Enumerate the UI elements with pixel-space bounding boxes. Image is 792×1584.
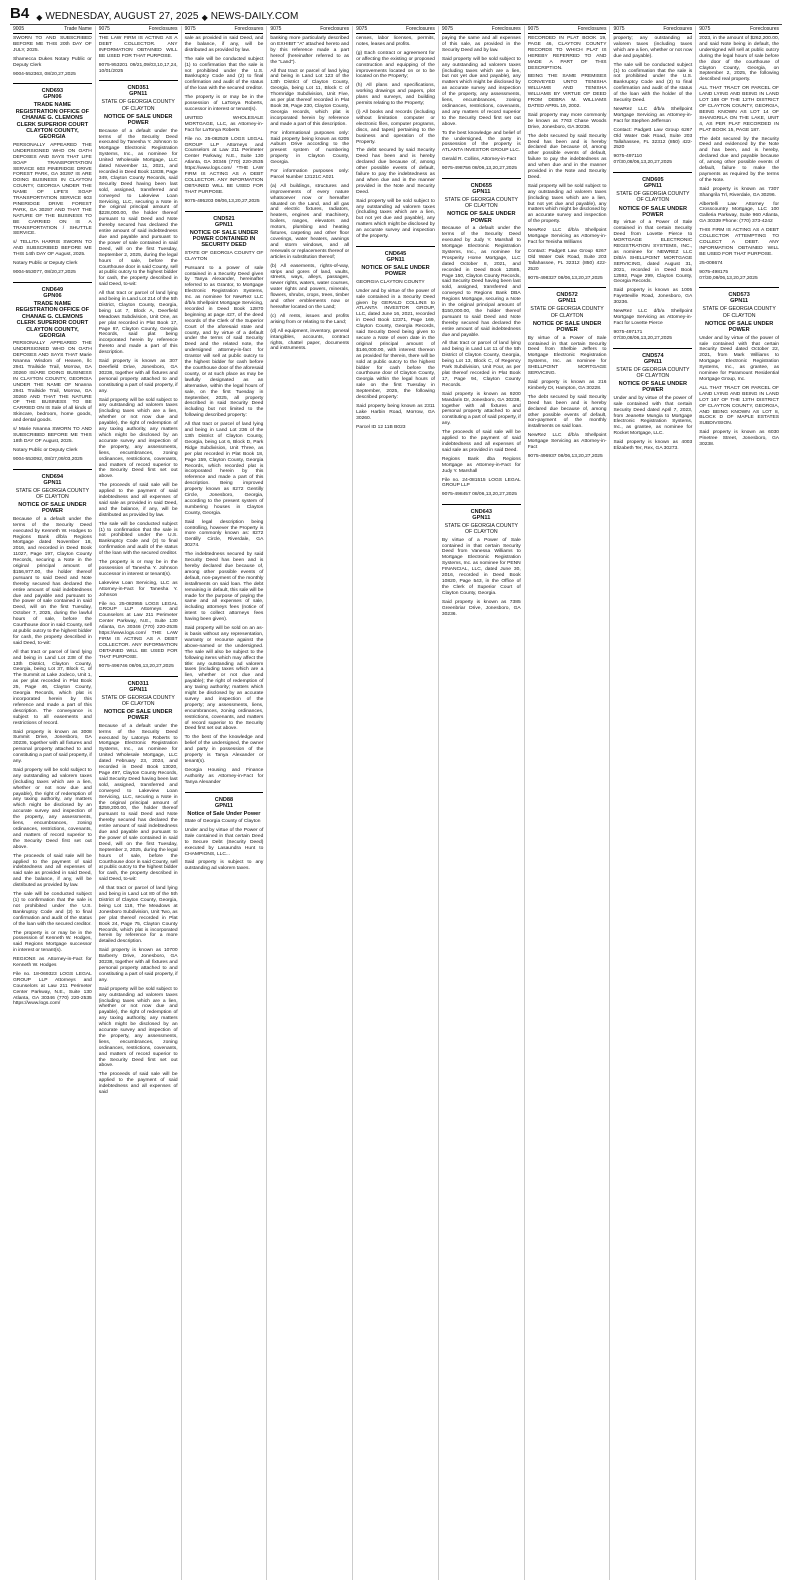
site-name: NEWS-DAILY.COM	[210, 11, 299, 22]
notice-paragraph: Gerald R. Collins, Attorney-in-Fact	[441, 157, 517, 163]
notice-paragraph: banking more particularly described on EXHIBIT "A" attached hereto and by this reference made a part hereof (hereinafter referred to as the "Land").	[270, 36, 350, 65]
legal-notice	[185, 797, 264, 873]
notice-jurisdiction: STATE OF GEORGIA COUNTY OF CLAYTON	[444, 197, 518, 210]
classification-code: 9075	[613, 26, 625, 32]
notice-title: NOTICE OF SALE UNDER POWER	[361, 265, 430, 278]
notice-paragraph: NewRez LLC d/b/a Shellpoint Mortgage Servicing as Attorney-in-Fact for Lovette Pierce	[613, 309, 693, 326]
notice-paragraph: Notary Public or Deputy Clerk	[13, 261, 78, 267]
legal-notice	[613, 353, 692, 452]
classification-code: 9075	[699, 26, 711, 32]
notice-paragraph: (g) Each contract or agreement for or affecting the existing or proposed construction and equipping of the improvements located on or to be located on the Property;	[356, 50, 435, 80]
notice-paragraph: Said property is subject to any outstanding ad valorem taxes.	[184, 860, 264, 872]
notice-paragraph: Pursuant to a power of sale contained in a Security Deed given by Tanya Alexander, hereinafter referred to as Grantor, to Mortgage Electronic Registration Systems, Inc. as nominee for NewRez LLC d/b/a Shellpoint Mortgage Servicing, recorded in Deed Book 12870 beginning at page 427, of the deed records of the Clerk of the Superior Court of the aforesaid state and county, and by virtue of a default under the terms of said Security Deed and the related note, the undersigned attorney-in-fact for Grantor will sell at public outcry to the highest bidder for cash before the courthouse door of the aforesaid county, or at such place as may be lawfully designated as an alternative, within the legal hours of sale, on the first Tuesday in September, 2025, all property described in said Security Deed including but not limited to the following described property:	[184, 265, 264, 419]
notice-paragraph: File no. 24-081515 LOGS LEGAL GROUP LLP	[441, 477, 521, 489]
notice-paragraph: Said property is known as 9200 Mandarin Dr, Jonesboro, GA 30238, together with all fixtures and personal property attached to and constituting a part of said property, if any.	[441, 391, 521, 427]
legal-notice	[528, 292, 607, 459]
notice-paragraph: Georgia Housing and Finance Authority as Attorney-in-Fact for Tanya Alexander	[184, 767, 264, 785]
notice-divider	[356, 246, 435, 247]
notice-paragraph: All that tract or parcel of land lying and being in Land Lot 236 of the 13th District of Clayton County, Georgia, being Lot 6, Block D, Park Ridge Subdivision, Unit Three, as per plat recorded in Plat Book 18, Page 159, Clayton County, Georgia Records, which recorded plat is incorporated herein by this reference and made a part of this description. Being improved property known as 8272 Gentilly Circle, Jonesboro, Georgia, according to the present system of numbering houses in Clayton County, Georgia.	[184, 422, 264, 516]
notice-paragraph: 9004-552363, 08/20,27,2025	[13, 71, 76, 77]
legal-notice	[99, 681, 178, 1097]
notice-jurisdiction: STATE OF GEORGIA COUNTY OF CLAYTON	[530, 306, 604, 319]
notice-paragraph: File no. 25-082529 LOGS LEGAL GROUP LLP Attorneys and Counselors at Law 211 Perimeter Center Parkway, N.E., Suite 130 Atlanta, GA 30346 (770) 220-2535 https://www.logs.com/ *THE LAW FIRM IS ACTING AS A DEBT COLLECTOR. ANY INFORMATION OBTAINED WILL BE USED FOR THAT PURPOSE.	[184, 136, 264, 195]
notice-paragraph: Said property will be sold subject to any outstanding ad valorem taxes (including taxes which are a lien, but not yet due and payable), any matters which might be disclosed by an accurate survey and inspection of the property, any assessments, liens, encumbrances, zoning ordinances, restrictions, covenants, and any matters of record superior to the Security Deed first set out above.	[441, 56, 521, 127]
column-header	[13, 26, 92, 34]
notice-divider	[613, 348, 692, 349]
notice-paragraph: (c) All rents, issues and profits arising from or relating to the Land;	[270, 313, 350, 325]
column-header	[270, 26, 349, 34]
notice-paragraph: Said property is known as 3008 Summit Drive, Jonesboro, GA 30236, together with all fixtures and personal property attached to and constituting a part of said property, if any.	[13, 729, 92, 765]
notice-paragraph: REGIONS as Attorney-in-Fact for Kenneth W. Hodges	[13, 957, 92, 969]
notice-paragraph: Said legal description being controlling, however the Property is more commonly known as: 8272 Gentilly Circle, Riverdale, GA 30274.	[184, 519, 264, 549]
notice-subcode: GPN11	[214, 221, 233, 228]
notice-paragraph: 9075-495203 08/06,13,20,27,2025	[184, 198, 260, 204]
notice-code: CND655	[470, 183, 493, 190]
notice-jurisdiction: STATE OF GEORGIA COUNTY OF CLAYTON	[101, 694, 175, 707]
notice-code: CND573	[728, 292, 750, 299]
legal-notice	[13, 36, 92, 77]
notice-title: NOTICE OF SALE UNDER POWER CONTAINED IN SECURITY DEED	[189, 229, 259, 249]
notice-paragraph: To the best of the knowledge and belief of the undersigned, the owner and party in possession of the property is Tanya Alexander or tenant(s).	[184, 735, 264, 764]
column-header	[528, 26, 607, 34]
classification-name: Foreclosures	[750, 26, 780, 32]
legal-notice	[528, 36, 607, 281]
notice-paragraph: Said property is known as 7307 Shangrila Trl, Riverdale, GA 30296.	[699, 186, 780, 198]
notice-code: CND521	[213, 215, 235, 222]
classification-code: 9075	[527, 26, 539, 32]
notice-paragraph: All that tract or parcel of land lying and being in Land Lot 123 of the 13th District of Clayton County, Georgia, being Lot 11, Block C of Thornridge Subdivision, Unit Five, as per plat thereof recorded in Plat Book 38, Page 230, Clayton County, Georgia records, which plat is incorporated herein by reference and made a part of this description.	[270, 68, 350, 127]
legal-notice	[613, 36, 692, 166]
classification-code: 9005	[13, 26, 25, 32]
notice-subcode: GPN11	[386, 257, 405, 263]
notice-subcode: GPN11	[472, 515, 491, 522]
notice-paragraph: Parcel ID 12 11B B023	[356, 424, 406, 430]
notice-paragraph: 9004-553092, 08/27,09/03,2025	[13, 456, 83, 462]
column-header	[699, 26, 779, 34]
classification-code: 9075	[356, 26, 368, 32]
classification-code: 9075	[441, 26, 454, 32]
notice-title: NOTICE OF SALE UNDER POWER	[532, 320, 602, 334]
notice-paragraph: 9075-498175 07/30,08/06,13,20,27,2025	[699, 269, 758, 281]
notice-divider	[185, 211, 264, 212]
column-header	[356, 26, 435, 34]
notice-paragraph: SWORN TO AND SUBSCRIBED BEFORE ME THIS 20th DAY OF JULY, 2025.	[13, 36, 92, 53]
notice-jurisdiction: STATE OF GEORGIA COUNTY OF CLAYTON	[444, 523, 518, 536]
column	[96, 26, 182, 1580]
notice-paragraph: By virtue of a Power of Sale contained in that certain Security Deed from Shelbie Jeffers to Mortgage Electronic Registration Systems, Inc. as nominee for SHELLPOINT MORTGAGE SERVICING.	[527, 335, 607, 377]
notice-paragraph: Said property may more commonly be known as 7763 Chase Woods Drive, Jonesboro, GA 30236.	[527, 112, 607, 130]
notice-paragraph: The proceeds of said sale will be applied to the payment of said indebtedness and all expenses of said sale as provided in said Deed, and the balance, if any, will be distributed as provided by law.	[13, 853, 92, 889]
column	[610, 26, 696, 1580]
notice-paragraph: 9075-953201 09/21,09/03,10,17,24, 10/01/2025	[98, 62, 178, 74]
notice-paragraph: To the best knowledge and belief of the undersigned, the party in possession of the property is ATLANTA INVESTOR GROUP LLC.	[441, 130, 521, 154]
classification-code: 9075	[270, 26, 282, 32]
notice-subcode: GPN11	[730, 298, 749, 305]
notice-paragraph: Said property is known as 216 Kimberly Dr, Hampton, GA 30228.	[527, 380, 607, 391]
notice-paragraph: s/ Marie Nnanna SWORN TO AND SUBSCRIBED BEFORE ME THIS 18th DAY OF August, 2025.	[13, 427, 92, 444]
notice-paragraph: The sale will be conducted subject (1) to confirmation that the sale is not prohibited under the U.S. Bankruptcy Code and (2) to final confirmation and audit of the status of the loan with the secured creditor.	[184, 56, 264, 92]
notice-paragraph: Lakeview Loan Servicing, LLC as Attorney-in-Fact for Tanesha Y. Johnson	[98, 580, 178, 598]
notice-paragraph: State of Georgia County of Clayton	[184, 819, 261, 825]
notice-paragraph: Under and by virtue of the power of sale contained in a Security Deed given by GERALD COLLINS to ATLANTA INVESTOR GROUP, LLC, dated June 16, 2021, recorded in Deed Book 12371, Page 169, Clayton County, Georgia Records, said Security Deed being given to secure a Note of even date in the original principal amount of $146,000.00, with interest thereon as provided for therein, there will be sold at public outcry to the highest bidder for cash before the courthouse door of Clayton County, Georgia within the legal hours of sale on the first Tuesday in September, 2025, the following described property:	[356, 288, 435, 401]
notice-paragraph: The sale will be conducted subject (1) to confirmation that the sale is not prohibited under the U.S. Bankruptcy Code and (2) to final confirmation and audit of the status of the loan with the secured creditor.	[98, 521, 178, 557]
notice-paragraph: For informational purposes only: Said property being known as 6205 Auburn Drive according to the present system of numbering property in Clayton County, Georgia.	[270, 130, 350, 166]
notice-paragraph: THIS FIRM IS ACTING AS A DEBT COLLECTOR ATTEMPTING TO COLLECT A DEBT. ANY INFORMATION OBTAINED WILL BE USED FOR THAT PURPOSE.	[699, 228, 780, 257]
notice-divider	[442, 504, 521, 505]
notice-title: TRADE NAME REGISTRATION OFFICE OF CHANAE G. CLEMONS CLERK SUPERIOR COURT CLAYTON COUNTY, GEORGIA	[15, 300, 90, 339]
page-header	[10, 0, 782, 25]
diamond-icon: ◆	[201, 13, 208, 22]
legal-notice	[13, 287, 92, 463]
notice-paragraph: Said property is known as 7385 Greenbriar Drive, Jonesboro, GA 30236.	[441, 599, 521, 617]
notice-paragraph: PERSONALLY APPEARED THE UNDERSIGNED WHO ON OATH DEPOSES AND SAYS THAT Marie Nnanna Wisdom of Heaven, llc 2941 Trailside Trail, Morrow, GA 30260 IS/ARE DOING BUSINESS IN CLAYTON COUNTY, GEORGIA UNDER THE NAME OF Nnanna 2941 Trailside Trail, Morrow, GA 30260 AND THAT THE NATURE OF THE BUSINESS TO BE CARRIED ON IS Sale of all kinds of Skincare, bedroom, home goods, and dental goods.	[13, 341, 92, 424]
page-number: B4	[10, 5, 30, 22]
notice-paragraph: Said property is known as 4003 Elizabeth Ter, Rex, GA 30273.	[613, 440, 693, 452]
notice-paragraph: Shamecca Dukes Notary Public or Deputy Clerk	[13, 56, 92, 68]
classification-code: 9075	[184, 26, 196, 32]
notice-paragraph: Said property will be sold subject to any outstanding ad valorem taxes (including taxes which are a lien, but not yet due and payable), any matters which might be disclosed by an accurate survey and inspection of the property.	[527, 183, 607, 225]
notice-paragraph: By virtue of a Power of Sale contained in that certain Security Deed from Vanessa Williams to Mortgage Electronic Registration Systems, Inc. as nominee for PENN FINANCIAL, LLC, dated June 30, 2016, recorded in Deed Book 10820, Page 543, in the Office of the Clerk of Superior Court of Clayton County, Georgia.	[441, 537, 521, 596]
notice-paragraph: Said property will be sold subject to any outstanding ad valorem taxes (including taxes which are a lien, whether or not now due and payable), the right of redemption of any taxing authority, any matters which might be disclosed by an accurate survey and inspection of the property, any assessments, liens, encumbrances, zoning ordinances, restrictions, covenants, and matters of record superior to the Security Deed first set out above.	[13, 767, 92, 850]
notice-divider	[185, 792, 264, 793]
notice-paragraph: censes, labor licenses, permits, notes, leases and profits.	[356, 36, 435, 47]
notice-paragraph: The proceeds of said sale will be applied to the payment of said indebtedness and all expenses of said sale as provided in said Deed.	[441, 430, 521, 453]
notice-title: NOTICE OF SALE UNDER POWER	[447, 211, 516, 224]
notice-code: CND645	[384, 251, 407, 257]
legal-notice	[185, 36, 264, 205]
legal-notice	[13, 474, 92, 1008]
notice-paragraph: Because of a default under the terms of the Security Deed executed by Judy Y. Marshall to Mortgage Electronic Registration Systems, Inc., as nominee for Prosperity Home Mortgage, LLC dated October 8, 2021, and recorded in Deed Book 12585, Page 150, Clayton County Records, said Security Deed having been last sold, assigned, transferred and conveyed to Regions Bank DBA Regions Mortgage, securing a Note in the original principal amount of $150,000.00, the holder thereof pursuant to said Deed and Note thereby secured has declared the entire amount of said indebtedness due and payable.	[441, 226, 521, 338]
notice-subcode: GPN11	[129, 91, 148, 98]
notice-title: TRADE NAME REGISTRATION OFFICE OF CHANAE G. CLEMONS CLERK SUPERIOR COURT CLAYTON COUNTY, GEORGIA	[15, 102, 90, 141]
notice-paragraph: Albertelli Law Attorney for Crosscountry Mortgage, LLC 100 Galleria Parkway, Suite 960 Atlanta, GA 30339 Phone: (770) 373-4242	[699, 201, 780, 225]
column	[10, 26, 96, 1580]
column-header	[442, 26, 521, 34]
notice-paragraph: The property is or may be in the possession of Kenneth W. Hodges, said Regions Mortgage successor in interest or tenant(s).	[13, 930, 92, 954]
notice-subcode: GPN11	[129, 686, 148, 693]
notice-paragraph: The sale will be conducted subject (1) to confirmation that the sale is not prohibited under the U.S. Bankruptcy Code and (2) to final confirmation and audit of the status of the loan with the secured creditor.	[13, 892, 92, 927]
notice-paragraph: By virtue of a Power of Sale contained in that certain Security Deed from Lovette Pierce to MORTGAGE ELECTRONIC REGISTRATION SYSTEMS, INC., as nominee for NEWREZ LLC D/B/A SHELLPOINT MORTGAGE SERVICING, dated August 31, 2021, recorded in Deed Book 12592, Page 299, Clayton County, Georgia Records.	[613, 220, 693, 285]
legal-notice	[613, 177, 692, 341]
notice-paragraph: Said property is known as 307 Deerfield Drive, Jonesboro, GA 30236, together with all fixtures and personal property attached to and constituting a part of said property, if any.	[98, 359, 178, 394]
notice-code: CND88	[214, 796, 234, 803]
classification-name: Trade Name	[64, 26, 92, 32]
classification-name: Foreclosures	[148, 26, 178, 32]
notice-paragraph: GEORGIA CLAYTON COUNTY	[356, 279, 425, 285]
notice-paragraph: paying the same and all expenses of this sale, as provided in the Security Deed and by law.	[441, 36, 521, 53]
notice-paragraph: Under and by virtue of the power of sale contained with that certain Security Deed dated October 22, 2021, from Mark Williams to Mortgage Electronic Registration Systems, Inc., as grantee, as nominee for Paramount Residential Mortgage Group, Inc.	[699, 335, 780, 382]
legal-notice	[99, 85, 178, 669]
notice-paragraph: Regions Bank dba Regions Mortgage as Attorney-in-Fact for Judy Y. Marshall	[441, 456, 521, 474]
legal-notice	[442, 509, 521, 617]
notice-jurisdiction: STATE OF GEORGIA COUNTY OF CLAYTON	[616, 191, 690, 204]
notice-code: CND649	[41, 286, 64, 293]
notice-paragraph: File no. 25-082955 LOGS LEGAL GROUP LLP Attorneys and Counselors at Law 211 Perimeter Center Parkway, N.E., Suite 130 Atlanta, GA 30346 (770) 220-2535 https://www.logs.com/ THE LAW FIRM IS ACTING AS A DEBT COLLECTOR. ANY INFORMATION OBTAINED WILL BE USED FOR THAT PURPOSE.	[98, 601, 178, 660]
column-header	[613, 26, 692, 34]
legal-notice	[442, 36, 521, 172]
notice-paragraph: Said property is known as 10700 Barberry Drive, Jonesboro, GA 30238, together with all fixtures and personal property attached to and constituting a part of said property, if any.	[98, 948, 178, 983]
legal-notice	[185, 216, 264, 786]
notice-paragraph: All that tract or parcel of land lying and being in Land Lot 80 of the 5th District of Clayton County, Georgia, being Lot 118, The Meadows at Jonesboro Subdivision, Unit Two, as per plat thereof recorded in Plat Book 24, Page 75, Clayton County Records, which plat is incorporated herein by reference for a more detailed description.	[98, 886, 178, 945]
notice-paragraph: sale as provided in said Deed, and the balance, if any, will be distributed as provided by law.	[184, 36, 264, 53]
classification-name: Foreclosures	[663, 26, 693, 32]
notice-paragraph: (b) All easements, rights-of-way, strips and gores of land, vaults, streets, ways, alleys, passages, sewer rights, waters, water courses, water rights and powers, minerals, flowers, shrubs, crops, trees, timber and other emblements now or hereafter located on the Land;	[270, 263, 350, 310]
notice-code: CND694	[41, 473, 64, 480]
legal-notice	[442, 183, 521, 498]
notice-paragraph: Because of a default under the terms of the Security Deed executed by Kenneth W. Hodges to Regions Bank d/b/a Regions Mortgage dated November 18, 2016, and recorded in Deed Book 11027, Page 197, Clayton County Records, securing a Note in the original principal amount of $156,977.00, the holder thereof pursuant to said Deed and Note thereby secured has declared the entire amount of said indebtedness due and payable and pursuant to the power of sale contained in said Deed, will on the first Tuesday, October 7, 2025, during the lawful hours of sale, before the Courthouse door in said County, sell at public outcry to the highest bidder for cash, the property described in said Deed, to-wit:	[13, 516, 92, 646]
notice-paragraph: All that tract or parcel of land lying and being in Land Lot 214 of the 5th District, Clayton County, Georgia, being Lot 7, Block A, Deerfield Meadows Subdivision, Unit One, as per plat recorded in Plat Book 17, Page 87, Clayton County, Georgia Records, said plat being incorporated herein by reference thereto and made a part of this description.	[98, 291, 178, 356]
legal-notice	[13, 88, 92, 275]
notice-title: NOTICE OF SALE UNDER POWER	[618, 380, 688, 394]
notice-paragraph: 9075-496746 08/06,13,20,27,2025	[98, 663, 174, 669]
notice-code: CND351	[127, 85, 149, 92]
notice-code: CND693	[41, 88, 64, 95]
notice-subcode: GPN11	[214, 802, 233, 809]
notice-paragraph: File no. 18-069323 LOGS LEGAL GROUP LLP Attorneys and Counselors at Law 211 Perimeter Center Parkway, N.E., Suite 130 Atlanta, GA 30346 (770) 220-2535 https://www.logs.com/	[13, 971, 92, 1007]
notice-paragraph: 9075-498756 08/06,13,20,27,2025	[441, 166, 517, 172]
notice-paragraph: The property is or may be in the possession of LaTonya Roberts, successor in interest or tenant(s).	[184, 95, 264, 112]
notice-paragraph: STATE OF GEORGIA COUNTY OF CLAYTON	[184, 250, 264, 262]
notice-subcode: GPN11	[643, 358, 662, 365]
notice-paragraph: (a) All buildings, structures and improvements of every nature whatsoever now or hereafter situated on the Land, and all gas and electric fixtures, radiators, heaters, engines and machinery, boilers, ranges, elevators and motors, plumbing and heating fixtures, carpeting and other floor coverings, water heaters, awnings and storm windows, and all renewals or replacements thereof or articles in substitution thereof;	[270, 183, 350, 260]
notice-subcode: GPN11	[43, 479, 62, 486]
notice-paragraph: The debt secured by the Security Deed and evidenced by the Note and has been, and is hereby, declared due and payable because of, among other possible events of default, failure to make the payments as required by the terms of the Note.	[699, 136, 780, 183]
notice-paragraph: All that tract or parcel of land lying and being in Land Lot 11 of the 5th District of Clayton County, Georgia, being Lot 13, Block C, of Regency Park Subdivision, Unit Four, as per plat thereof recorded in Plat Book 17, Page 94, Clayton County Records.	[441, 341, 521, 388]
notice-title: NOTICE OF SALE UNDER POWER	[704, 320, 774, 334]
legal-notice	[99, 36, 178, 74]
column	[696, 26, 782, 1580]
legal-notice	[699, 36, 779, 281]
notice-paragraph: 9075-496937 08/06,13,20,27,2025	[527, 453, 603, 459]
classification-name: Foreclosures	[491, 26, 521, 32]
notice-paragraph: Because of a default under the terms of the Security Deed executed by Tanesha Y. Johnson to Mortgage Electronic Registration Systems, Inc., as nominee for United Wholesale Mortgage, LLC dated November 11, 2021, and recorded in Deed Book 11838, Page 349, Clayton County Records, said Security Deed having been last sold, assigned, transferred and conveyed to Lakeview Loan Servicing, LLC, securing a Note in the original principal amount of $228,000.00, the holder thereof pursuant to said Deed and Note thereby secured has declared the entire amount of said indebtedness due and payable and pursuant to the power of sale contained in said Deed, will on the first Tuesday, September 2, 2025, during the legal hours of sale, before the Courthouse door in said County, sell at public outcry to the highest bidder for cash, the property described in said Deed, to-wit:	[98, 128, 178, 288]
notice-subcode: GPN11	[643, 183, 662, 190]
notice-paragraph: Said property is known as 1005 Fayetteville Road, Jonesboro, GA 30236.	[613, 288, 693, 306]
notice-divider	[13, 282, 92, 283]
notice-paragraph: (d) All equipment, inventory, general intangibles, accounts, contract rights, chattel paper, documents and instruments.	[270, 328, 350, 352]
notice-paragraph: The property is or may be in the possession of Tanesha Y. Johnson successor in interest or tenant(s).	[98, 560, 178, 577]
column-header	[185, 26, 264, 34]
notice-paragraph: UNITED WHOLESALE MORTGAGE, LLC, as Attorney-in-Fact for LaTonya Roberts	[184, 115, 264, 133]
notice-paragraph: Said property will be sold subject to any outstanding ad valorem taxes (including taxes which are a lien, but not yet due and payable), any matters which might be disclosed by an accurate survey and inspection of the property.	[356, 198, 435, 240]
notice-paragraph: NewRez LLC d/b/a Shellpoint Mortgage Servicing as Attorney-in-Fact for Tenisha Williams	[527, 228, 607, 245]
notice-subcode: GPN06	[43, 292, 62, 299]
notice-paragraph: property; any outstanding ad valorem taxes (including taxes which are a lien, whether or not now due and payable).	[613, 36, 693, 59]
notice-subcode: GPN06	[43, 94, 62, 101]
notice-paragraph: 9075-498327 08/06,13,20,27,2025	[527, 275, 603, 281]
notice-title: Notice of Sale Under Power	[187, 810, 261, 817]
notice-paragraph: (h) All plans and specifications, working drawings and papers, plot plans and surveys, and building permits relating to the Property;	[356, 83, 435, 107]
notice-paragraph: Said property will be sold subject to any outstanding ad valorem taxes (including taxes which are a lien, whether or not now due and payable), the right of redemption of any taxing authority, any matters which might be disclosed by an accurate survey and inspection of the property, any assessments, liens, encumbrances, zoning ordinances, restrictions, covenants, and matters of record superior to the Security Deed first set out above.	[98, 397, 178, 480]
notice-divider	[613, 172, 692, 173]
notice-paragraph: Said property will be sold on an as-is basis without any representation, warranty or recourse against the above-named or the undersigned. The sale will also be subject to the following items which may affect the title: any outstanding ad valorem taxes (including taxes which are a lien, whether or not due and payable); the right of redemption of any taxing authority; matters which might be disclosed by an accurate survey and inspection of the property; any assessments, liens, encumbrances, zoning ordinances, restrictions, covenants, and matters of record superior to the Security Deed first set out above.	[184, 626, 264, 732]
column-header	[99, 26, 178, 34]
notice-paragraph: The debt secured by said Security Deed has been and is hereby declared due because of, among other possible events of default, non-payment of the monthly installments on said loan.	[527, 394, 607, 430]
notice-subcode: GPN11	[472, 189, 491, 196]
notice-paragraph: RECORDED IN PLAT BOOK 19, PAGE 46, CLAYTON COUNTY RECORDS TO WHICH PLAT IS HEREBY REFERRED TO AND MADE A PART OF THIS DESCRIPTION.	[527, 36, 607, 71]
notice-paragraph: The debt secured by said Security Deed has been and is hereby declared due because of, among other possible events of default, failure to pay the indebtedness as and when due and in the manner provided in the Note and Security Deed.	[356, 148, 435, 195]
notice-title: NOTICE OF SALE UNDER POWER	[103, 708, 173, 722]
diamond-icon: ◆	[36, 13, 43, 22]
notice-divider	[699, 287, 779, 288]
notice-divider	[442, 178, 521, 179]
notice-paragraph: NewRez LLC d/b/a Shellpoint Mortgage Servicing as Attorney-in-Fact	[527, 433, 607, 451]
notice-paragraph: 9075-498457 08/06,13,20,27,2025	[441, 492, 517, 498]
notice-code: CND574	[642, 352, 664, 359]
notice-paragraph: Because of a default under the terms of the Security Deed executed by Latonya Roberts to Mortgage Electronic Registration Systems, Inc., as nominee for United Wholesale Mortgage, LLC dated February 23, 2024, and recorded in Deed Book 13020, Page 497, Clayton County Records, said Security Deed having been last sold, assigned, transferred and conveyed to Lakeview Loan Servicing, LLC, securing a Note in the original principal amount of $259,200.00, the holder thereof pursuant to said Deed and Note thereby secured has declared the entire amount of said indebtedness due and payable and pursuant to the power of sale contained in said Deed, will on the first Tuesday, September 2, 2025, during the legal hours of sale, before the Courthouse door in said County, sell at public outcry to the highest bidder for cash, the property described in said Deed, to-wit:	[98, 723, 178, 883]
notice-paragraph: Said property being known as 2311 Lake Harbin Road, Morrow, GA 30260.	[356, 403, 435, 421]
notice-divider	[528, 287, 607, 288]
column	[182, 26, 268, 1580]
classification-code: 9075	[98, 26, 110, 32]
notice-paragraph: For information purposes only: Parcel Number 13121C A021	[270, 169, 350, 180]
notice-paragraph: s/ TELLITA HARRIS SWORN TO AND SUBSCRIBED BEFORE ME THIS 14th DAY OF August, 2025.	[13, 240, 92, 258]
notice-title: NOTICE OF SALE UNDER POWER	[103, 113, 173, 127]
notice-subcode: GPN11	[558, 298, 577, 305]
notice-paragraph: PERSONALLY APPEARED THE UNDERSIGNED WHO ON OATH DEPOSES AND SAYS THAT LIFE SOAP TRANSPORTATION SERVICE 603 PINERIDGE DRIVE FOREST PARK, GA 30297 IS ARE DOING BUSINESS IN CLAYTON COUNTY, GEORGIA UNDER THE NAME OF LIFE'S SOAP TRANSPORTATION SERVICE 603 PINERIDGE DRIVE FOREST PARK, GA 30297 AND THAT THE NATURE OF THE BUSINESS TO BE CARRIED ON IS A TRANSPORTATION / SHUTTLE SERVICE.	[13, 142, 92, 237]
column	[439, 26, 525, 1580]
notice-code: CND605	[642, 177, 664, 184]
edition-date: WEDNESDAY, AUGUST 27, 2025	[45, 11, 199, 22]
legal-notice	[270, 36, 349, 352]
notice-paragraph: NewRez LLC d/b/a Shellpoint Mortgage Servicing as Attorney-in-Fact for Stephen Jefferson	[613, 106, 693, 124]
notice-divider	[13, 83, 92, 84]
notice-paragraph: Contact: Padgett Law Group 6267 Old Water Oak Road, Suite 203 Tallahassee, FL 32312 (850) 422-2520	[527, 248, 607, 272]
legal-notice	[356, 251, 435, 431]
notice-jurisdiction: STATE OF GEORGIA COUNTY OF CLAYTON	[15, 487, 90, 500]
classification-name: Foreclosures	[577, 26, 607, 32]
notice-divider	[99, 80, 178, 81]
classification-name: Foreclosures	[406, 26, 435, 32]
notice-paragraph: THE LAW FIRM IS ACTING AS A DEBT COLLECTOR. ANY INFORMATION OBTAINED WILL BE USED FOR THAT PURPOSE.	[98, 36, 178, 59]
notice-paragraph: Said property is known as 6030 Pinetree Street, Jonesboro, GA 30238.	[699, 430, 780, 448]
notice-title: NOTICE OF SALE UNDER POWER	[618, 205, 688, 218]
classification-name: Foreclosures	[234, 26, 264, 32]
notice-divider	[13, 469, 92, 470]
notice-code: CND572	[556, 292, 578, 299]
notice-paragraph: ALL THAT TRACT OR PARCEL OF LAND LYING AND BEING IN LAND LOT 188 OF THE 12TH DISTRICT OF CLAYTON COUNTY, GEORGIA, BEING KNOWN AS LOT 14 OF SHANGRILA ON THE LAKE, UNIT 4, AS PER PLAT RECORDED IN PLAT BOOK 15, PAGE 187.	[699, 86, 780, 133]
notice-paragraph: The proceeds of said sale will be applied to the payment of said indebtedness and all expenses of said	[98, 1072, 178, 1096]
notice-paragraph: BEING THE SAME PREMISES CONVEYED UNTO TENISHA WILLIAMS AND TENISHA WILLIAMS BY VIRTUE OF DEED FROM DEBRA M. WILLIAMS DATED APRIL 19, 2002.	[527, 74, 607, 109]
column	[525, 26, 611, 1580]
notice-paragraph: 9075-497171 07/30,08/06,13,20,27,2025	[613, 329, 672, 341]
notice-code: CND311	[127, 680, 149, 687]
legal-notice	[699, 292, 779, 448]
notice-title: NOTICE OF SALE UNDER POWER	[18, 501, 87, 515]
notice-divider	[99, 676, 178, 677]
notice-paragraph: (i) All books and records (including without limitation computer or electronic files, computer programs, discs, and tapes) pertaining to the business and operation of the Property.	[356, 109, 435, 145]
notice-paragraph: Notary Public or Deputy Clerk	[13, 447, 78, 453]
notice-paragraph: 25-008674	[699, 260, 723, 266]
notice-paragraph: The proceeds of said sale will be applied to the payment of said indebtedness and all expenses of said sale as provided in said Deed, and the balance, if any, will be distributed as provided by law.	[98, 483, 178, 518]
column	[353, 26, 439, 1580]
notice-jurisdiction: STATE OF GEORGIA COUNTY OF CLAYTON	[702, 306, 776, 319]
notice-paragraph: All that tract or parcel of land lying and being in Land Lot 238 of the 13th District, Clayton County, Georgia, being Lot 37, Block C, of The Summit at Lake Jodeco, Unit 1, as per plat recorded in Plat Book 25, Page 46, Clayton County, Georgia Records, which plat is incorporated herein by this reference and made a part of this description. The conveyance is subject to all easements and restrictions of record.	[13, 649, 92, 726]
notice-paragraph: Contact: Padgett Law Group 6267 Old Water Oak Road, Suite 203 Tallahassee, FL 32312 (850) 422-2520	[613, 127, 693, 151]
legal-notice	[356, 36, 435, 240]
notice-paragraph: Under and by virtue of the Power of Sale contained in that certain Deed to Secure Debt (Security Deed) executed by Lasaundra Hunt to CHAMPIONS, LLC...	[184, 827, 264, 857]
notice-jurisdiction: STATE OF GEORGIA COUNTY OF CLAYTON	[616, 366, 690, 379]
notice-paragraph: 2023, in the amount of $262,200.00, and said Note being in default, the undersigned will sell at public outcry during the legal hours of sale before the door of the courthouse of Clayton County, Georgia, on September 2, 2025, the following described real property.	[699, 36, 780, 83]
notice-paragraph: Under and by virtue of the power of sale contained with that certain Security Deed dated April 7, 2023, from Jeanette Mungia to Mortgage Electronic Registration Systems, Inc., as grantee, as nominee for Rocket Mortgage, LLC.	[613, 395, 693, 437]
notice-code: CND643	[470, 509, 493, 516]
column	[267, 26, 353, 1580]
notice-paragraph: 9075-497110 07/30,08/06,13,20,27,2025	[613, 154, 672, 166]
classification-name: Foreclosures	[320, 26, 350, 32]
notice-paragraph: 9004-553077, 08/20,27,2025	[13, 270, 76, 275]
classified-columns	[10, 26, 782, 1580]
notice-jurisdiction: STATE OF GEORGIA COUNTY OF CLAYTON	[101, 99, 175, 112]
notice-paragraph: The indebtedness secured by said Security Deed has been and is hereby declared due because of, among other possible events of default, non-payment of the monthly installments on said loan. The debt remaining in default, this sale will be made for the purpose of paying the same and all expenses of sale, including attorneys fees (notice of intent to collect attorneys fees having been given).	[184, 552, 264, 623]
notice-paragraph: The sale will be conducted subject (1) to confirmation that the sale is not prohibited under the U.S. Bankruptcy Code and (2) to final confirmation and audit of the status of the loan with the holder of the Security Deed.	[613, 62, 693, 104]
notice-paragraph: ALL THAT TRACT OR PARCEL OF LAND LYING AND BEING IN LAND LOT 167 OF THE 13TH DISTRICT OF CLAYTON COUNTY, GEORGIA, AND BEING KNOWN AS LOT 8, BLOCK D OF MAPLE ESTATES SUBDIVISION.	[699, 385, 780, 427]
notice-paragraph: Said property will be sold subject to any outstanding ad valorem taxes (including taxes which are a lien, whether or not now due and payable), the right of redemption of any taxing authority, any matters which might be disclosed by an accurate survey and inspection of the property, any assessments, liens, encumbrances, zoning ordinances, restrictions, covenants, and matters of record superior to the Security Deed first set out above.	[98, 986, 178, 1069]
notice-paragraph: The debt secured by said Security Deed has been and is hereby declared due because of, among other possible events of default, failure to pay the indebtedness as and when due and in the manner provided in the Note and Security Deed.	[527, 133, 607, 180]
